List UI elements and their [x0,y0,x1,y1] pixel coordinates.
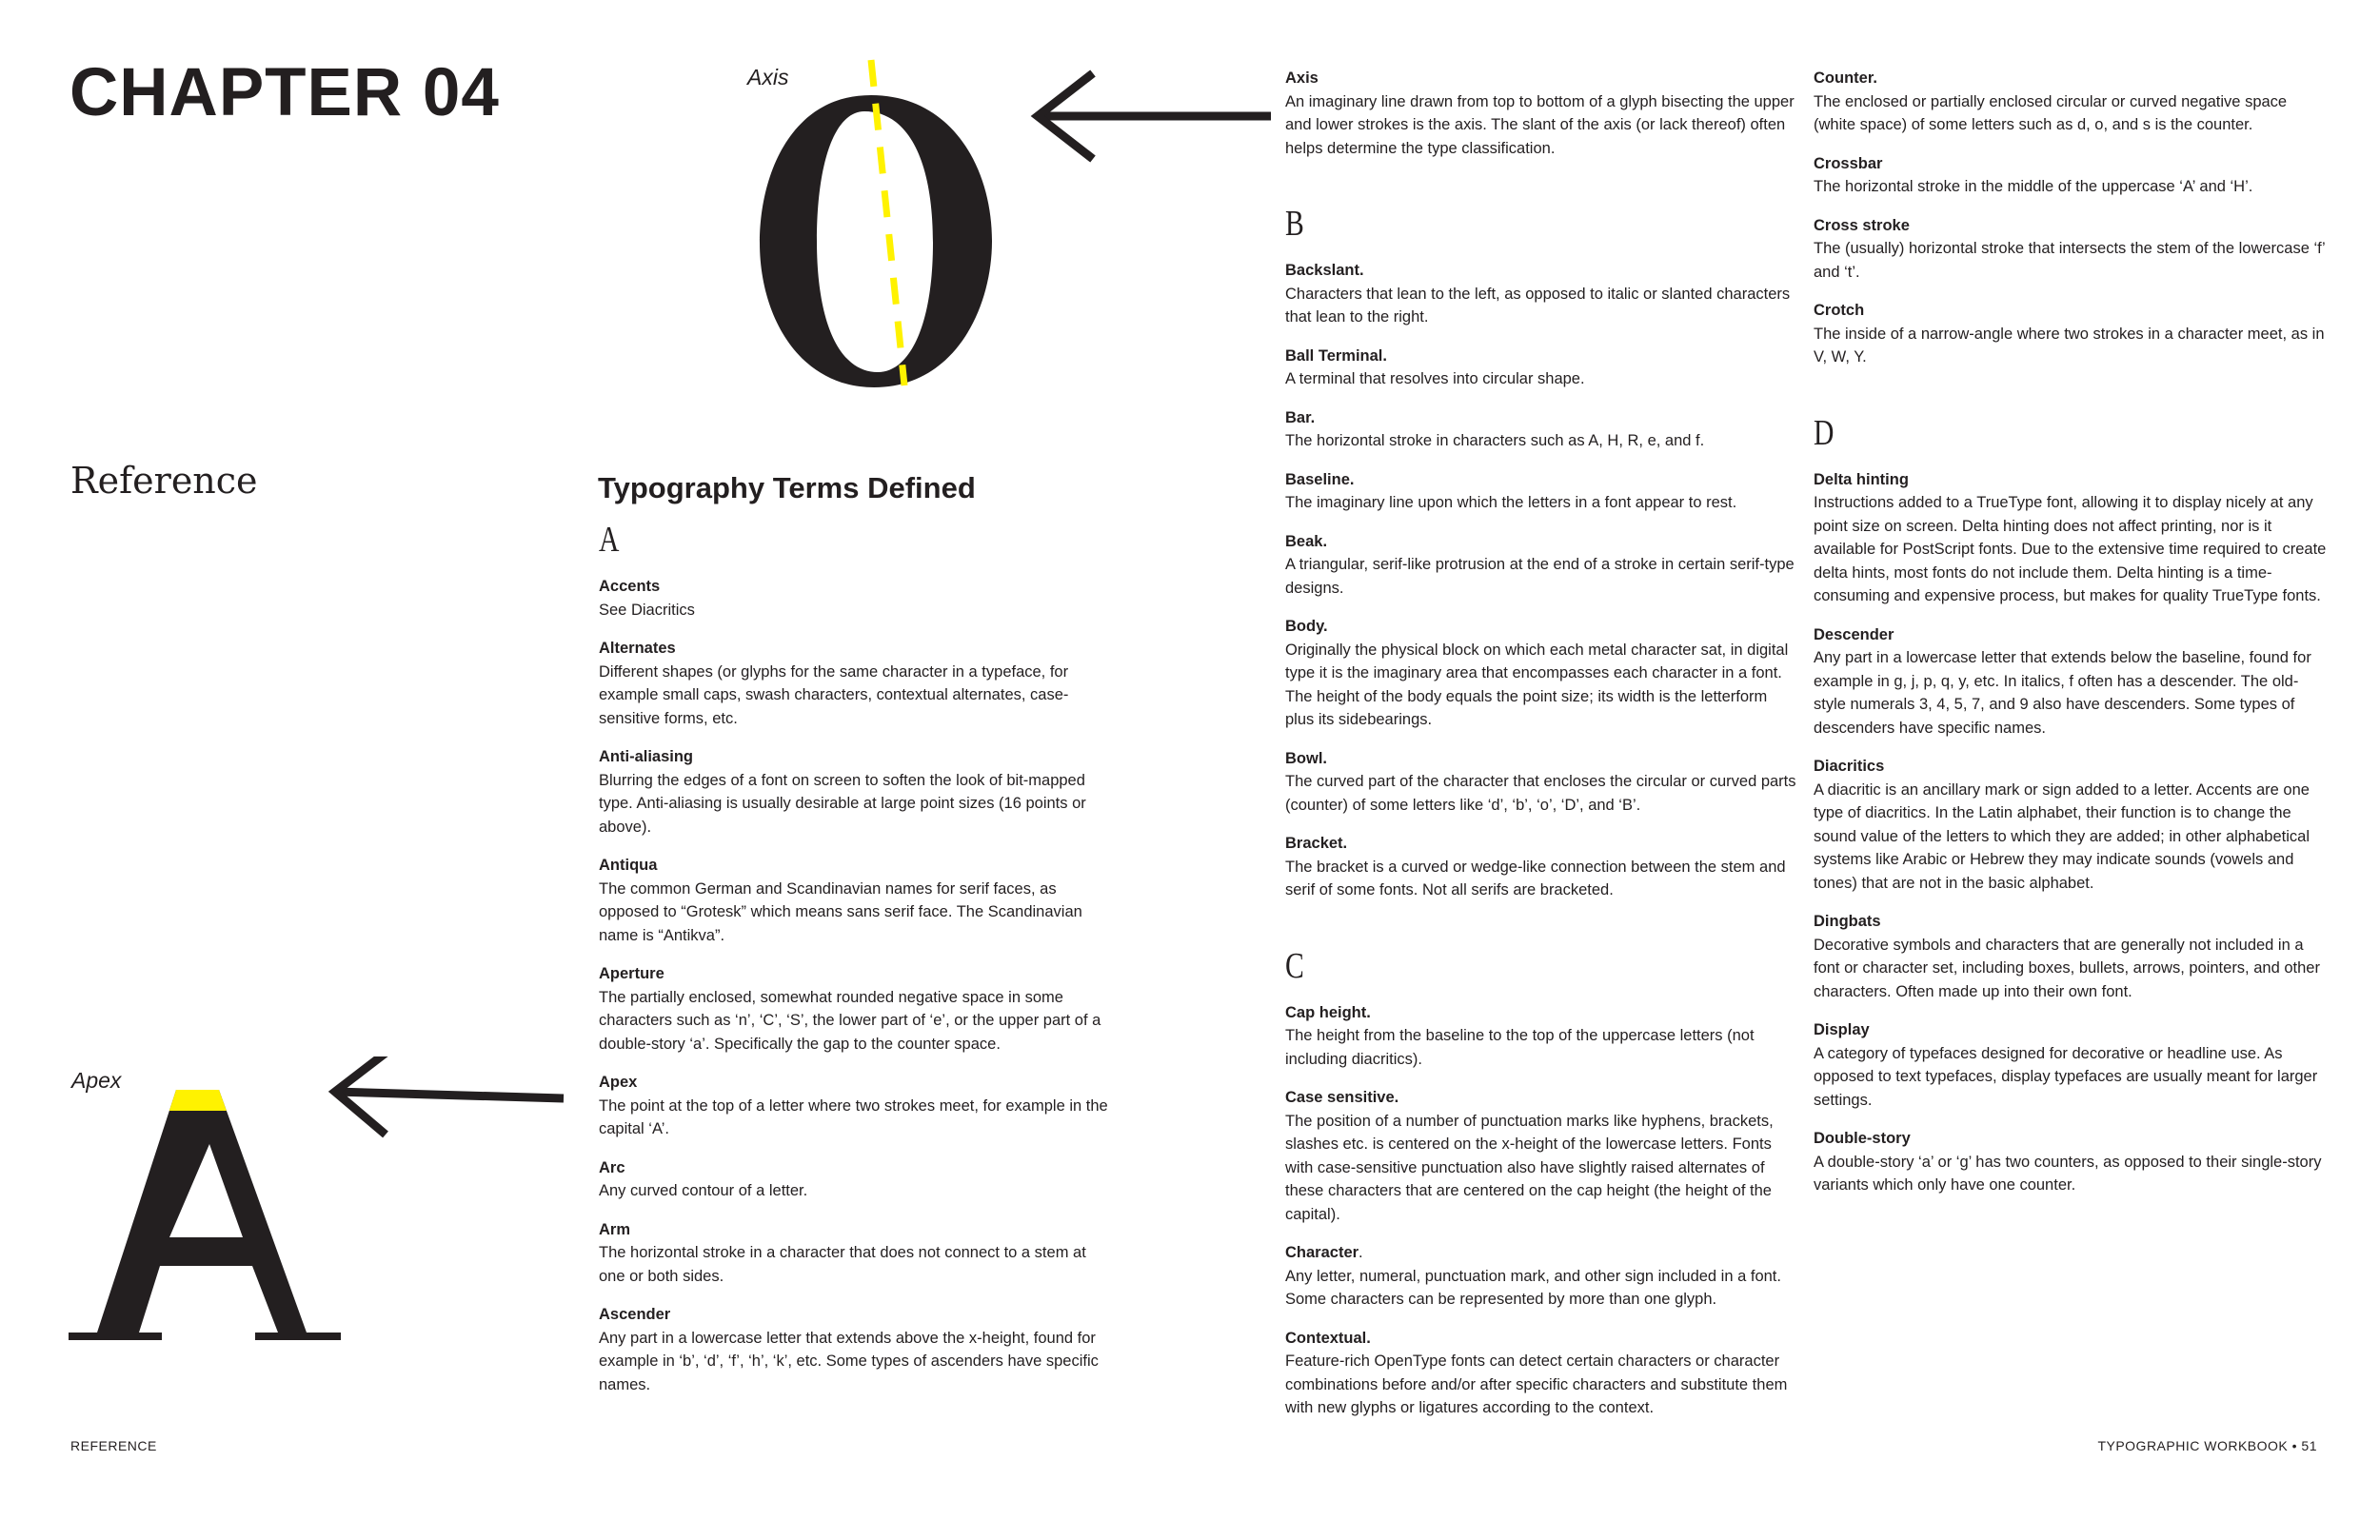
term-definition: A double-story ‘a’ or ‘g’ has two counters, as opposed to their single-story variants which only have one counter. [1814,1153,2322,1194]
chapter-heading: CHAPTER 04 [69,55,500,130]
glossary-entry [599,745,1113,839]
glossary-entry [1285,615,1799,732]
glossary-entry [599,637,1113,730]
letter-a-glyph [69,1090,341,1340]
term-name: Counter. [1814,69,1877,87]
apex-illustration [57,1056,590,1361]
term-definition: The inside of a narrow-angle where two strokes in a character meet, as in V, W, Y. [1814,325,2325,365]
term-definition: A triangular, serif-like protrusion at the end of a stroke in certain serif-type designs. [1285,556,1795,597]
term-name: Ascender [599,1306,671,1323]
letter-heading-c: C [1285,945,1304,986]
glossary-entry [599,854,1113,947]
glossary-entry [1814,152,2328,199]
glossary-entry [1814,214,2328,285]
term-definition: Instructions added to a TrueType font, allowing it to display nicely at any point size on screen. Delta hinting does not affect printing, nor is it available for PostScript fonts. Due to the extensive time required to create delta hints, most fonts do not include them. Delta hinting is a time-consuming and expensive process, but makes for quality TrueType fonts. [1814,494,2327,604]
term-name: Bar. [1285,408,1316,426]
glossary-entry [1285,345,1799,391]
term-name: Backslant. [1285,262,1364,279]
letter-heading-d: D [1814,412,1835,453]
letter-heading-a: A [599,520,620,560]
term-name: Anti-aliasing [599,748,694,765]
term-name: Bracket. [1285,835,1348,852]
term-name: Arm [599,1220,631,1238]
term-name: Axis [1285,69,1319,87]
glossary-entry [1285,468,1799,515]
glossary-column-1 [599,522,1113,1412]
term-definition: See Diacritics [599,601,695,619]
term-definition: The point at the top of a letter where two strokes meet, for example in the capital ‘A’. [599,1096,1108,1137]
term-name: Alternates [599,640,676,657]
glossary-entry [1814,468,2328,608]
section-heading: Reference [70,460,258,502]
apex-arrow-shaft [335,1092,564,1098]
term-name: Crossbar [1814,154,1883,172]
term-definition: An imaginary line drawn from top to bottom of a glyph bisecting the upper and lower strokes is the axis. The slant of the axis (or lack thereof) often helps determine the type classification. [1285,92,1795,157]
glossary-entry [1814,755,2328,895]
term-definition: The imaginary line upon which the letters in a font appear to rest. [1285,494,1737,511]
glossary-entry [1285,259,1799,329]
term-definition: A diacritic is an ancillary mark or sign added to a letter. Accents are one type of diacritics. In the Latin alphabet, their function is to change the sound value of the letters to which they are added; in other alphabetical systems like Arabic or Hebrew they may indicate sounds (vowels and tones) that are not in the basic alphabet. [1814,780,2311,892]
term-name: Arc [599,1158,625,1176]
footer-section-label: REFERENCE [70,1438,157,1453]
term-name: Crotch [1814,302,1865,319]
term-name: Beak. [1285,532,1328,550]
term-name [1285,1241,1799,1265]
axis-figure-label: Axis [747,65,789,89]
term-definition: The partially enclosed, somewhat rounded negative space in some characters such as ‘n’, ‘C’, ‘S’, the lower part of ‘e’, or the upper part of a double-story ‘a’. Specifically the gap to the counter space. [599,988,1101,1053]
term-name: Body. [1285,618,1328,635]
term-name: Cap height. [1285,1003,1371,1021]
term-definition: Any part in a lowercase letter that extends below the baseline, found for example in g, j, p, q, y, etc. In italics, f often has a descender. The old-style numerals 3, 4, 5, 7, and 9 also have descenders. Some types of descenders have specific names. [1814,649,2311,737]
glossary-entry [599,1218,1113,1289]
term-name: Case sensitive. [1285,1089,1399,1106]
footer-page-number: TYPOGRAPHIC WORKBOOK • 51 [2097,1438,2317,1453]
axis-illustration [743,52,1276,395]
glossary-entry [599,962,1113,1056]
glossary-entry [1285,1241,1799,1312]
term-name: Contextual. [1285,1329,1371,1347]
glossary-entry [1285,406,1799,453]
term-definition: The common German and Scandinavian names for serif faces, as opposed to “Grotesk” which means sans serif face. The Scandinavian name is “Antikva”. [599,879,1082,944]
term-name-bold: Character [1285,1244,1359,1261]
glossary-entry [1814,1018,2328,1112]
glossary-entry [1285,67,1799,160]
term-definition: The height from the baseline to the top of the uppercase letters (not including diacritics). [1285,1027,1755,1068]
term-name: Antiqua [599,857,658,874]
glossary-title: Typography Terms Defined [598,471,976,504]
glossary-entry [1285,1086,1799,1226]
term-name: Apex [599,1074,638,1091]
glossary-entry [1285,747,1799,818]
glossary-entry [599,1303,1113,1396]
term-name: Dingbats [1814,913,1881,930]
term-definition: The horizontal stroke in characters such as A, H, R, e, and f. [1285,432,1705,449]
glossary-entry [599,1071,1113,1141]
term-name: Diacritics [1814,758,1885,775]
term-name: Delta hinting [1814,470,1909,488]
glossary-entry [599,575,1113,622]
term-definition: The horizontal stroke in a character that does not connect to a stem at one or both sides. [599,1244,1086,1285]
glossary-entry [1285,1001,1799,1072]
term-definition: The (usually) horizontal stroke that intersects the stem of the lowercase ‘f’ and ‘t’. [1814,240,2326,281]
term-definition: The enclosed or partially enclosed circular or curved negative space (white space) of some letters such as d, o, and s is the counter. [1814,92,2288,133]
term-name: Ball Terminal. [1285,346,1387,365]
term-definition: Feature-rich OpenType fonts can detect certain characters or character combinations before and/or after specific characters and substitute them with new glyphs or ligatures according to the context. [1285,1352,1788,1416]
term-definition: The position of a number of punctuation marks like hyphens, brackets, slashes etc. is centered on the x-height of the lowercase letters. Fonts with case-sensitive punctuation also have slightly raised alternates of these characters that are centered on the cap height (the height of the capital). [1285,1112,1774,1223]
term-definition: Decorative symbols and characters that are generally not included in a font or character set, including boxes, bullets, arrows, pointers, and other characters. Often made up into their own font. [1814,936,2320,1000]
glossary-column-2 [1285,67,1799,1435]
term-definition: The curved part of the character that encloses the circular or curved parts (counter) of some letters like ‘d’, ‘b’, ‘o’, ‘D’, and ‘B’. [1285,773,1796,814]
term-definition: A terminal that resolves into circular shape. [1285,370,1585,387]
term-name: Display [1814,1021,1870,1038]
term-name: Accents [599,578,661,595]
term-name-suffix: . [1359,1244,1363,1261]
term-definition: Blurring the edges of a font on screen to soften the look of bit-mapped type. Anti-aliasing is usually desirable at large point sizes (16 points or above). [599,771,1086,836]
glossary-column-3 [1814,67,2328,1213]
term-definition: Any curved contour of a letter. [599,1182,808,1199]
term-name: Double-story [1814,1130,1911,1147]
term-name: Bowl. [1285,749,1327,767]
term-definition: Different shapes (or glyphs for the same character in a typeface, for example small caps, swash characters, contextual alternates, case-sensitive forms, etc. [599,662,1069,727]
term-definition: The bracket is a curved or wedge-like connection between the stem and serif of some fonts. Not all serifs are bracketed. [1285,858,1786,898]
letter-o-glyph [760,95,992,387]
term-definition: Any letter, numeral, punctuation mark, and other sign included in a font. Some characters can be represented by more than one glyph. [1285,1267,1781,1308]
glossary-entry [1814,299,2328,369]
glossary-entry [1814,623,2328,740]
term-definition: A category of typefaces designed for decorative or headline use. As opposed to text typefaces, display typefaces are usually meant for larger settings. [1814,1044,2318,1109]
term-name: Baseline. [1285,470,1355,488]
term-definition: The horizontal stroke in the middle of the uppercase ‘A’ and ‘H’. [1814,178,2253,195]
term-name: Cross stroke [1814,216,1910,234]
glossary-entry [599,1156,1113,1203]
letter-heading-b: B [1285,204,1304,244]
term-definition: Any part in a lowercase letter that extends above the x-height, found for example in ‘b’, ‘d’, ‘f’, ‘h’, ‘k’, etc. Some types of ascenders have specific names. [599,1329,1099,1393]
glossary-entry [1285,530,1799,601]
term-definition: Characters that lean to the left, as opposed to italic or slanted characters that lean to the right. [1285,285,1791,326]
glossary-entry [1285,1327,1799,1420]
glossary-entry [1285,832,1799,902]
glossary-entry [1814,910,2328,1003]
glossary-entry [1814,67,2328,137]
glossary-entry [1814,1127,2328,1197]
term-definition: Originally the physical block on which each metal character sat, in digital type it is the imaginary area that encompasses each character in a font. The height of the body equals the point size; its width is the letterform plus its sidebearings. [1285,641,1789,728]
term-name: Descender [1814,625,1894,643]
apex-figure-label: Apex [71,1068,122,1093]
term-name: Aperture [599,965,664,982]
